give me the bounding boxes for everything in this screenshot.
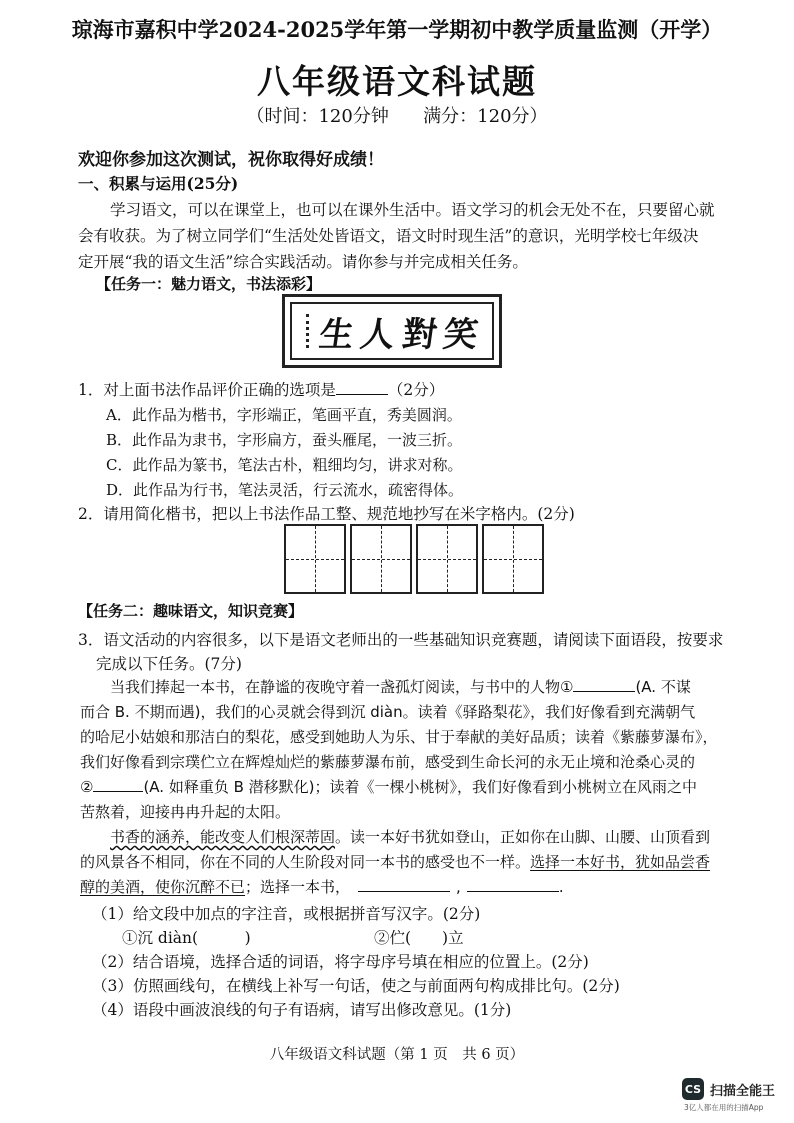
intro-line-3: 定开展“我的语文生活”综合实践活动。请你参与并完成相关任务。 <box>78 253 528 271</box>
passage-text: 。读一本好书犹如登山，正如你在山脚、山腰、山顶看到 <box>335 828 711 846</box>
passage-line-1 <box>110 676 691 697</box>
calligraphy-char: 笑 <box>440 314 481 355</box>
passage-line-7 <box>110 826 710 847</box>
calligraphy-artwork <box>282 294 502 368</box>
question-2: 2．请用简化楷书，把以上书法作品工整、规范地抄写在米字格内。(2分) <box>78 505 575 523</box>
mizi-grid <box>284 524 548 594</box>
intro-line-1: 学习语文，可以在课堂上，也可以在课外生活中。语文学习的机会无处不在，只要留心就 <box>110 201 715 219</box>
page-footer: 八年级语文科试题（第 1 页 共 6 页） <box>269 1047 525 1063</box>
section-1-heading: 一、积累与运用(25分) <box>78 174 239 193</box>
passage-text: ；选择一本书， <box>245 878 351 896</box>
wavy-sentence: 书香的涵养，能改变人们根深蒂固 <box>110 828 336 846</box>
underlined-sentence: 醇的美酒，使你沉醉不已 <box>80 878 246 896</box>
school-header: 琼海市嘉积中学2024-2025学年第一学期初中教学质量监测（开学） <box>71 17 723 42</box>
blank-2[interactable] <box>93 791 143 792</box>
option-c: C．此作品为篆书，笔法古朴，粗细均匀，讲求对称。 <box>106 456 463 474</box>
subquestion-3: （3）仿照画线句，在横线上补写一句话，使之与前面两句构成排比句。(2分) <box>92 977 620 995</box>
watermark-tagline: 3亿人都在用的扫描App <box>684 1103 764 1112</box>
question-3-line-1: 3．语文活动的内容很多，以下是语文老师出的一些基础知识竞赛题，请阅读下面语段，按要求 <box>78 631 724 649</box>
passage-line-5 <box>80 776 697 797</box>
intro-line-2: 会有收获。为了树立同学们“生活处处皆语文，语文时时现生活”的意识，光明学校七年级决 <box>78 227 699 245</box>
subquestion-1: （1）给文段中加点的字注音，或根据拼音写汉字。(2分) <box>92 905 481 923</box>
passage-line-8 <box>80 851 710 872</box>
blank-3a[interactable] <box>358 891 450 892</box>
option-a: A．此作品为楷书，字形端正，笔画平直，秀美圆润。 <box>106 406 462 424</box>
camscanner-logo-icon: CS <box>682 1078 704 1100</box>
seal-mark <box>306 314 313 348</box>
scanner-watermark <box>682 1078 775 1100</box>
passage-line-3: 的哈尼小姑娘和那洁白的梨花，感受到她助人为乐、甘于奉献的美好品质；读着《紫藤萝瀑布》， <box>80 728 718 746</box>
greeting: 欢迎你参加这次测试，祝你取得好成绩！ <box>78 150 384 170</box>
passage-text: (A. 不谋 <box>635 678 691 696</box>
subquestion-1-item-b: ②伫( )立 <box>374 929 464 947</box>
option-d: D．此作品为行书，笔法灵活，行云流水，疏密得体。 <box>106 481 464 499</box>
subquestion-4: （4）语段中画波浪线的句子有语病，请写出修改意见。(1分) <box>92 1001 512 1019</box>
passage-line-9: 醇的美酒，使你沉醉不已；选择一本书， , . <box>80 878 564 896</box>
time-label: （时间：120分钟 <box>246 106 389 127</box>
blank-1[interactable] <box>573 691 635 692</box>
subquestion-2: （2）结合语境，选择合适的词语，将字母序号填在相应的位置上。(2分) <box>92 953 589 971</box>
passage-text: (A. 如释重负 B 潜移默化)；读着《一棵小桃树》，我们好像看到小桃树立在风雨之中 <box>143 778 698 796</box>
mizi-cell[interactable] <box>284 524 346 594</box>
calligraphy-char: 人 <box>358 314 398 355</box>
passage-text: ② <box>80 778 94 796</box>
passage-text: 当我们捧起一本书，在静谧的夜晚守着一盏孤灯阅读，与书中的人物① <box>110 678 574 696</box>
underlined-sentence: 选择一本好书，犹如品尝香 <box>530 853 711 871</box>
passage-line-6: 苦熬着，迎接冉冉升起的太阳。 <box>80 803 291 821</box>
passage-line-2: 而合 B. 不期而遇)，我们的心灵就会得到沉 diàn。读着《驿路梨花》，我们好像看到充满朝气 <box>80 703 696 721</box>
question-1 <box>78 378 444 400</box>
subquestion-1-item-a: ①沉 diàn( ) <box>122 929 251 947</box>
task-2-heading: 【任务二：趣味语文，知识竞赛】 <box>78 602 304 620</box>
watermark-name: 扫描全能王 <box>710 1083 776 1099</box>
question-1-stem: 1．对上面书法作品评价正确的选项是 <box>78 381 336 399</box>
option-b: B．此作品为隶书，字形扁方，蚕头雁尾，一波三折。 <box>106 431 463 449</box>
answer-blank[interactable] <box>336 394 388 395</box>
mizi-cell[interactable] <box>482 524 544 594</box>
question-3-line-2: 完成以下任务。(7分) <box>96 655 242 673</box>
question-1-score: （2分） <box>387 381 445 399</box>
calligraphy-char: 對 <box>399 314 440 355</box>
exam-info <box>0 102 794 128</box>
mizi-cell[interactable] <box>416 524 478 594</box>
blank-3b[interactable] <box>467 891 559 892</box>
passage-text: 的风景各不相同，你在不同的人生阶段对同一本书的感受也不一样。 <box>80 853 531 871</box>
page-title: 八年级语文科试题 <box>257 62 537 101</box>
score-label: 满分：120分） <box>423 106 548 127</box>
mizi-cell[interactable] <box>350 524 412 594</box>
task-1-heading: 【任务一：魅力语文，书法添彩】 <box>96 275 322 293</box>
calligraphy-char: 生 <box>316 314 357 355</box>
passage-line-4: 我们好像看到宗璞伫立在辉煌灿烂的紫藤萝瀑布前，感受到生命长河的永无止境和沧桑心灵的 <box>80 753 696 771</box>
